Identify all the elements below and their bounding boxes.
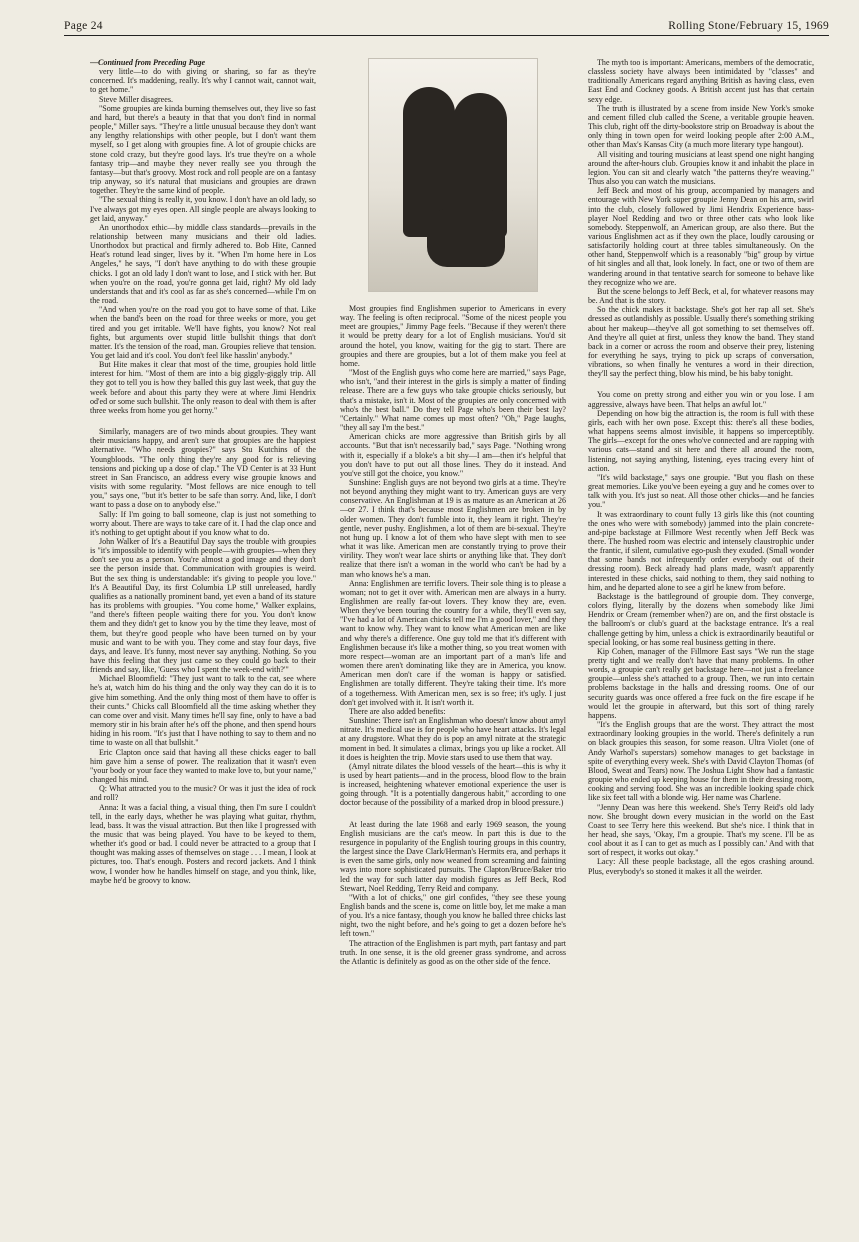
paragraph: An unorthodox ethic—by middle class standards—prevails in the relationship between many musicians and their old ladies. Unorthodox but practical and firmly adhered to. Bob Hite, Canned Heat's rotund lead singer, lives by it. "When I'm home here in Los Angeles," he says, "I don't have anything to do with these groupie chicks. I got an old lady I don't want to lose, and I stick with her. But when you're on the road, you're gonna get laid, right? My old lady understands that and it's cool as far as she's concerned—while I'm on the road.	[90, 222, 316, 306]
paragraph: "And when you're on the road you got to have some of that. Like when the band's been on the road for three weeks or more, you get tired and you get irritable. We'll have fights, you know? Not real fights, but arguments over stupid little bullshit things that don't matter. It's the tension of the road, man. Groupies relieve that tension. You get laid and it's cool. You don't feel like hasslin' anybody."	[90, 305, 316, 360]
paragraph: Anna: Englishmen are terrific lovers. Their sole thing is to please a woman; not to get it over with. American men are always in a hurry. Englishmen are really far-out lovers. They know they are, even. When they've been touring the country for a while, they'll even say, "I've had a lot of American chicks tell me I'm a good lover," and they want to know why. They want to know what American men are like and why there's a difference. One guy told me that it's different with Englishmen because it's like a mother thing, so you treat women with more respect—woman are an important part of a man's life and women there aren't dominating like they are in America, you know. American men don't care if the woman is happy or satisfied. Englishmen are totally different. They're taking their time. It's more of a togetherness. With American men, sex is so free; it's ugly. I just don't get involved with it. It isn't worth it.	[340, 578, 566, 707]
paragraph: But Hite makes it clear that most of the time, groupies hold little interest for him. "Most of them are into a big giggly-giggly trip. All they got to tell you is how they balled this guy last week, that guy the week before and about this party they were at where Jimi Hendrix od'ed or some such bullshit. The only reason to deal with them is after three weeks from home you get horny."	[90, 360, 316, 415]
page-header	[64, 20, 829, 36]
paragraph: Steve Miller disagrees.	[99, 94, 173, 104]
paragraph: Eric Clapton once said that having all these chicks eager to ball him gave him a sense of power. The realization that it wasn't even "your body or your face they wanted to make love to, but your name," changed his mind.	[90, 747, 316, 785]
paragraph: Depending on how big the attraction is, the room is full with these girls, each with her own pose. Except this: there's all these bodies, what happens seems almost invisible, it happens so imperceptibly. The girls—except for the ones who've connected and are rapping with various cats—stand and sit here and there all around the room, listening, not saying anything, listening, eyes tracing every hint of action.	[588, 408, 814, 473]
photo-two-women	[368, 58, 538, 292]
paragraph: "It's the English groups that are the worst. They attract the most extraordinary looking groupies in the world. There's definitely a run on black groupies this season, for some reason. Ultra Violet (one of Andy Warhol's superstars) somehow manages to get backstage in spite of everything every week. She's with David Clayton Thomas (of Blood, Sweat and Tears) now. The Joshua Light Show had a fantastic groupie who ended up keeping house for them in their dressing room, cooking and serving food. She was an incredible looking spade chick like six feet tall with a blonde wig. Her name was Charlene.	[588, 720, 814, 803]
column-2	[340, 58, 566, 1198]
figure-legs	[427, 209, 505, 267]
header-rule	[64, 35, 829, 36]
paragraph: "With a lot of chicks," one girl confides, "they see these young English bands and the scene is, come on little boy, let me make a man of you. It's a nice fantasy, though you know he balled three chicks last night, two the night before, and he's going to get a dozen before he's left town."	[340, 892, 566, 939]
paragraph: American chicks are more aggressive than British girls by all accounts. "But that isn't necessarily bad," says Page. "Nothing wrong with it, especially if a bloke's a bit shy—I am—then it's helpful that you don't have to put out all those lines. They do it instead. And you've still got the choice, you know."	[340, 432, 566, 478]
paragraph: Backstage is the battleground of groupie dom. They converge, colors flying, literally by the dozens when somebody like Jimi Hendrix or Cream (remember when?) are on, and the first obstacle is the ballroom's or club's guard at the backstage entrance. It's a real challenge getting by him, unless a chick is extraordinarily beautiful or special looking, or has some real business getting in there.	[588, 591, 814, 647]
paragraph: Sunshine: English guys are not beyond two girls at a time. They're not beyond anything they might want to try. American guys are very conservative. An Englishman at 19 is as mature as an American at 26—or 27. I think that's because most Englishmen are broken in by older women. They don't fumble into it, they learn it right. They're gentle, never pushy. Englishmen, a lot of them are bi-sexual. They're not hung up. I know a lot of them who have slept with men to see what it was like. American men are constantly trying to prove their virility. They won't wear lace shirts or anything like that. They don't realize that there isn't a woman in the world who can't be had by a man who knows he's a man.	[340, 477, 566, 579]
column-1	[90, 58, 316, 1198]
paragraph: John Walker of It's a Beautiful Day says the trouble with groupies is "it's impossible to identify with people—with groupies—when they don't see you as a person. You're almost a god image and they don't see the person inside that. Communication with groupies is weird. But the sex thing is understandable: it's giving to people you love." It's A Beautiful Day, its first Columbia LP still unreleased, hardly qualifies as a nationally prominent band, yet even a band of its stature has its problems with groupies. "You come home," Walker explains, "and there's fifteen people waiting there for you. You don't know them and they didn't get to know you by the time they leave, most of them, but they're good people who have been turned on by your music and want to be with you. They come and stay four days, five days, and leave. It's funny, most never say anything. Nothing. So you have this feeling that they just came so they could go back to their friends and say, like, 'Guess who I spent the week-end with?'"	[90, 536, 316, 675]
paragraph: Similarly, managers are of two minds about groupies. They want their musicians happy, and aren't sure that groupies are the happiest alternative. "Who needs groupies?" says Stu Kutchins of the Youngbloods. "The only thing they're any good for is relieving tensions and picking up a dose of clap." The VD Center is at 33 Hunt street in San Francisco, an address every wise groupie knows and visits with some regularity. "Most fellows are nice enough to tell you," says one, "but it's better to be safe than sorry. And, like, I don't want to pass a dose on to anybody else."	[90, 427, 316, 510]
paragraph: "Some groupies are kinda burning themselves out, they live so fast and hard, but there's a beauty in that that you don't find in normal people," Miller says. "They're a little unusual because they don't want any lengthy relationships with other people, but I don't want them myself, so I get along with groupies fine. A lot of groupie chicks are stone cold crazy, but they're good lays. It's true they're on a whole fantasy trip—and maybe they never really see you through the fantasy—but that's groovy. Most rock and roll people are on a fantasy trip anyway, so it's natural that musicians and groupies are drawn together. They're the same kind of people.	[90, 103, 316, 196]
paragraph: "Jenny Dean was here this weekend. She's Terry Reid's old lady now. She brought down every musician in the world on the East Coast to see Terry here this weekend. But she's nice. I think that in her head, she says, 'Okay, I'm a groupie. That's my scene. I'll be as cool about it as I can to get as much as I possibly can.' And with that sort of respect, it works out okay."	[588, 802, 814, 858]
paragraph: "The sexual thing is really it, you know. I don't have an old lady, so I've always got my eyes open. All single people are always looking to get laid, anyway."	[90, 195, 316, 223]
paragraph: The attraction of the Englishmen is part myth, part fantasy and part truth. In one sense, it is the old greener grass syndrome, and across the Atlantic is definitely as good as on the other side of the fence.	[340, 938, 566, 966]
paragraph: There are also added benefits:	[349, 706, 446, 716]
paragraph: At least during the late 1968 and early 1969 season, the young English musicians are the cat's meow. In part this is due to the resurgence in popularity of the English touring groups in this country, the largest since the Dave Clark/Herman's Hermits era, and perhaps it is even the same girls, only now weaned from screaming and fainting ways into more sophisticated pursuits. The Clapton/Bruce/Baker trio led the way for such latter day modish figures as Jeff Beck, Rod Stewart, Noel Redding, Terry Reid and company.	[340, 819, 566, 893]
paragraph: It was extraordinary to count fully 13 girls like this (not counting the ones who were with somebody) jammed into the plain concrete-and-pipe backstage at Fillmore West recently when Jeff Beck was there. The hushed room was electric and intensely claustrophic under the frantic, if silent, cumulative ego-push they exuded. (Small wonder that some bands not infrequently order everybody out of their dressing room). Beck already had plans made, wasn't apparently interested in these chicks, said nothing to them, they said nothing to him, and he departed alone to see a girl he knew from before.	[588, 509, 814, 592]
paragraph: Most groupies find Englishmen superior to Americans in every way. The feeling is often reciprocal. "Some of the nicest people you meet are groupies," Jimmy Page feels. "Because if they weren't there it would be pretty deary for a lot of English musicians. You'd sit around the hotel, you know, waiting for the gig to start. There are groupies and there are groupies, but a lot of them make you feel at home.	[340, 304, 566, 368]
paragraph: (Amyl nitrate dilates the blood vessels of the heart—this is why it is used by heart patients—and in the process, blood flow to the brain is increased, heightening whatever emotional experience the user is going through. "It is a potentially dangerous habit," according to one doctor because of the possibility of a marked drop in blood pressure.)	[340, 761, 566, 808]
paragraph: "Most of the English guys who come here are married," says Page, who isn't, "and their interest in the girls is simply a matter of finding release. There are a few guys who take groupie chicks seriously, but that's a mistake, isn't it. Most of the groupies are only concerned with who's the best ball." Do they tell Page who's been their best lay? "Certainly." What name comes up most often? "Oh," Page laughs, "they all say I'm the best."	[340, 368, 566, 433]
paragraph: The myth too is important: Americans, members of the democratic, classless society have always been intimidated by "classes" and traditionally Americans regard anything British as having class, even East End and Cockney goods. A British accent just has that certain sexy edge.	[588, 58, 814, 104]
column-3	[588, 58, 814, 1198]
page-number: Page 24	[64, 20, 103, 32]
paragraph: "It's wild backstage," says one groupie. "But you flash on these great memories. Like you've been eyeing a guy and he comes over to talk with you. It's just so neat. All those other chicks—and he fancies you."	[588, 472, 814, 510]
paragraph: Lacy: All these people backstage, all the egos crashing around. Plus, everybody's so stoned it makes it all the weirder.	[588, 857, 814, 876]
paragraph: Jeff Beck and most of his group, accompanied by managers and entourage with New York super groupie Jenny Dean on his arm, swirl into the club, closely followed by Jimi Hendrix Experience bass-player Noel Redding and two or three other cats who look like somebody. Steppenwolf, an American group, are also there. But the various Englishmen act as if they own the place, loudly carousing or satisfactorily holding court at three tables simultaneously. On the other hand, Steppenwolf which is a reasonably "big" group by virtue of hit singles and all that, look lonely. In fact, one or two of them are wandering around in that tentative search for someone to behave like they recognize who we are.	[588, 186, 814, 287]
paragraph: very little—to do with giving or sharing, so far as they're concerned. It's maddening, really. It's why I cannot wait, cannot wait, to get home."	[90, 67, 316, 95]
paragraph: Sunshine: There isn't an Englishman who doesn't know about amyl nitrate. It's medical use is for people who have heart attacks. It's legal at any drugstore. What they do is pop an amyl nitrate at the strategic moment in bed. It simulates a climax, brings you up like a rocket. All it does is heighten the trip. Movie stars used to use them that way.	[340, 716, 566, 762]
paragraph: Kip Cohen, manager of the Fillmore East says "We run the stage pretty tight and we really don't have that many problems. In other words, a groupie can't really get backstage here—not just a freelance groupie—unless she's attached to a group. Then, we run into certain problems backstage in the halls and dressing rooms. One of our security guards was once offered a free fuck on the fire escape if he would let the groupie in afterward, but this sort of thing rarely happens.	[588, 646, 814, 720]
paragraph: Sally: If I'm going to ball someone, clap is just not something to worry about. There are ways to take care of it. I had the clap once and it's nothing to get uptight about if you know what to do.	[90, 509, 316, 537]
paragraph: The truth is illustrated by a scene from inside New York's smoke and cement filled club called the Scene, a veritable groupie heaven. This club, right off the dirty-bookstore strip on Broadway is about the only thing in town open for weird looking people after 2:00 A.M., other than Max's Kansas City (a much more literary type hangout).	[588, 103, 814, 150]
issue-dateline: Rolling Stone/February 15, 1969	[668, 20, 829, 32]
paragraph: So the chick makes it backstage. She's got her rap all set. She's dressed as outlandishly as possible. Usually there's something striking about her makeup—they've all got something to set themselves off. And they're all quiet at first, unless they know the band. They stand back in a corner or across the room and observe their prey, listening for everything he says, trying to pick up scraps of conversation, vibrations, so when finally he ventures a word in their direction, they'll say the perfect thing, blow his mind, be his baby tonight.	[588, 305, 814, 379]
paragraph: Q: What attracted you to the music? Or was it just the idea of rock and roll?	[90, 784, 316, 803]
paragraph: You come on pretty strong and either you win or you lose. I am aggressive, always have been. That helps an awful lot."	[588, 390, 814, 409]
paragraph: Anna: It was a facial thing, a visual thing, then I'm sure I couldn't tell, in the early days, whether he was playing what guitar, rhythm, lead, bass. It was the visual attraction. But then like I progressed with the music that was being played. You have to be keyed to them, whether it's good or bad. I could never be attracted to a group that I thought was making asses of themselves on stage . . . I mean, I look at pictures, too. That's enough. Posters and record jackets. And I think wow, I wonder how he handles himself on stage, and you think, like, maybe he'd be groovy to know.	[90, 802, 316, 885]
paragraph: Michael Bloomfield: "They just want to talk to the cat, see where he's at, watch him do his thing and the only way they can do it is to give him something. And the only thing most of them have to offer is their cunts." Chicks call Bloomfield all the time asking whether they can come over and visit. Many times he'll say fine, only to have a bad memory stir in his brain after he's off the phone, and then spend hours hiding in his room. "It's just that I have nothing to say to them and no time to waste on all that bullshit."	[90, 674, 316, 748]
paragraph: But the scene belongs to Jeff Beck, et al, for whatever reasons may be. And that is the story.	[588, 286, 814, 306]
continued-note: —Continued from Preceding Page	[90, 58, 206, 67]
paragraph: All visiting and touring musicians at least spend one night hanging around the after-hours club. Groupies know it and inhabit the place in legion. You can sit and clearly watch "the patterns they're weaving." Thus also you can watch the musicians.	[588, 149, 814, 187]
